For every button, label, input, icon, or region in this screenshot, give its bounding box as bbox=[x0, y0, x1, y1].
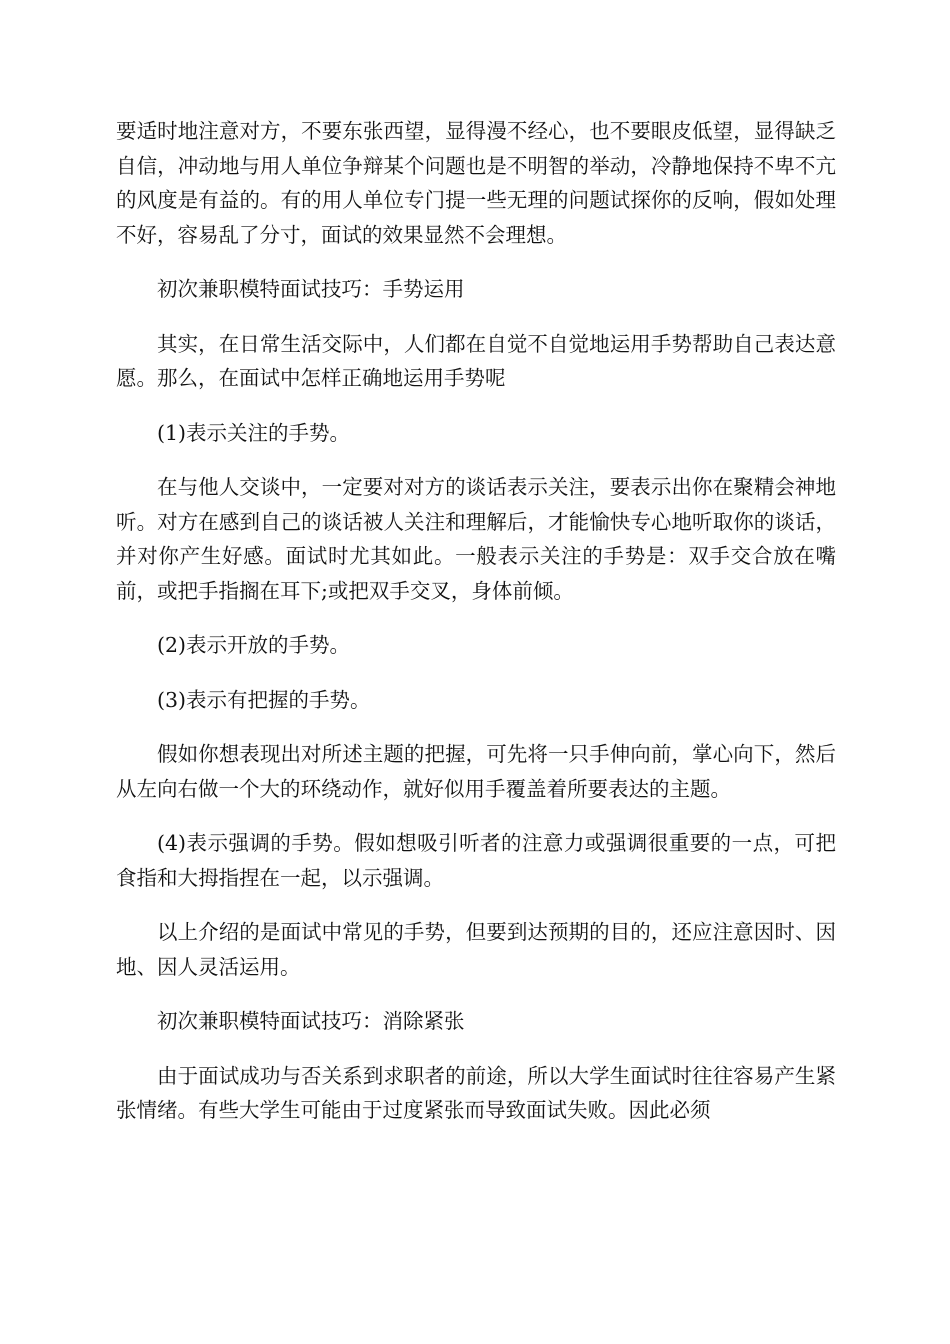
list-item-attention-gesture: (1)表示关注的手势。 bbox=[157, 420, 351, 445]
paragraph-eye-contact: 要适时地注意对方，不要东张西望，显得漫不经心，也不要眼皮低望，显得缺乏自信，冲动地与用人单位争辩某个问题也是不明智的举动，冷静地保持不卑不亢的风度是有益的。有的用人单位专门提一些无理的问题试探你的反响，假如处理不好，容易乱了分寸，面试的效果显然不会理想。 bbox=[116, 119, 836, 247]
paragraph-confident-gesture: 假如你想表现出对所述主题的把握，可先将一只手伸向前，掌心向下，然后从左向右做一个大的环绕动作，就好似用手覆盖着所要表达的主题。 bbox=[116, 742, 836, 801]
paragraph-nervousness: 由于面试成功与否关系到求职者的前途，所以大学生面试时往往容易产生紧张情绪。有些大学生可能由于过度紧张而导致面试失败。因此必须 bbox=[116, 1063, 836, 1122]
section-heading-gestures: 初次兼职模特面试技巧：手势运用 bbox=[157, 277, 465, 301]
paragraph-gestures-summary: 以上介绍的是面试中常见的手势，但要到达预期的目的，还应注意因时、因地、因人灵活运用。 bbox=[116, 920, 836, 979]
list-item-confident-gesture: (3)表示有把握的手势。 bbox=[157, 687, 371, 712]
list-item-emphasis-gesture: (4)表示强调的手势。假如想吸引听者的注意力或强调很重要的一点，可把食指和大拇指捏在一起，以示强调。 bbox=[116, 831, 836, 890]
paragraph-gestures-intro: 其实，在日常生活交际中，人们都在自觉不自觉地运用手势帮助自己表达意愿。那么，在面试中怎样正确地运用手势呢 bbox=[116, 331, 836, 390]
paragraph-attention-gesture: 在与他人交谈中，一定要对对方的谈话表示关注，要表示出你在聚精会神地听。对方在感到自己的谈话被人关注和理解后，才能愉快专心地听取你的谈话，并对你产生好感。面试时尤其如此。一般表示关注的手势是：双手交合放在嘴前，或把手指搁在耳下;或把双手交叉，身体前倾。 bbox=[116, 475, 836, 603]
document-page bbox=[116, 114, 836, 1148]
list-item-open-gesture: (2)表示开放的手势。 bbox=[157, 633, 351, 657]
section-heading-nervousness: 初次兼职模特面试技巧：消除紧张 bbox=[157, 1009, 465, 1033]
